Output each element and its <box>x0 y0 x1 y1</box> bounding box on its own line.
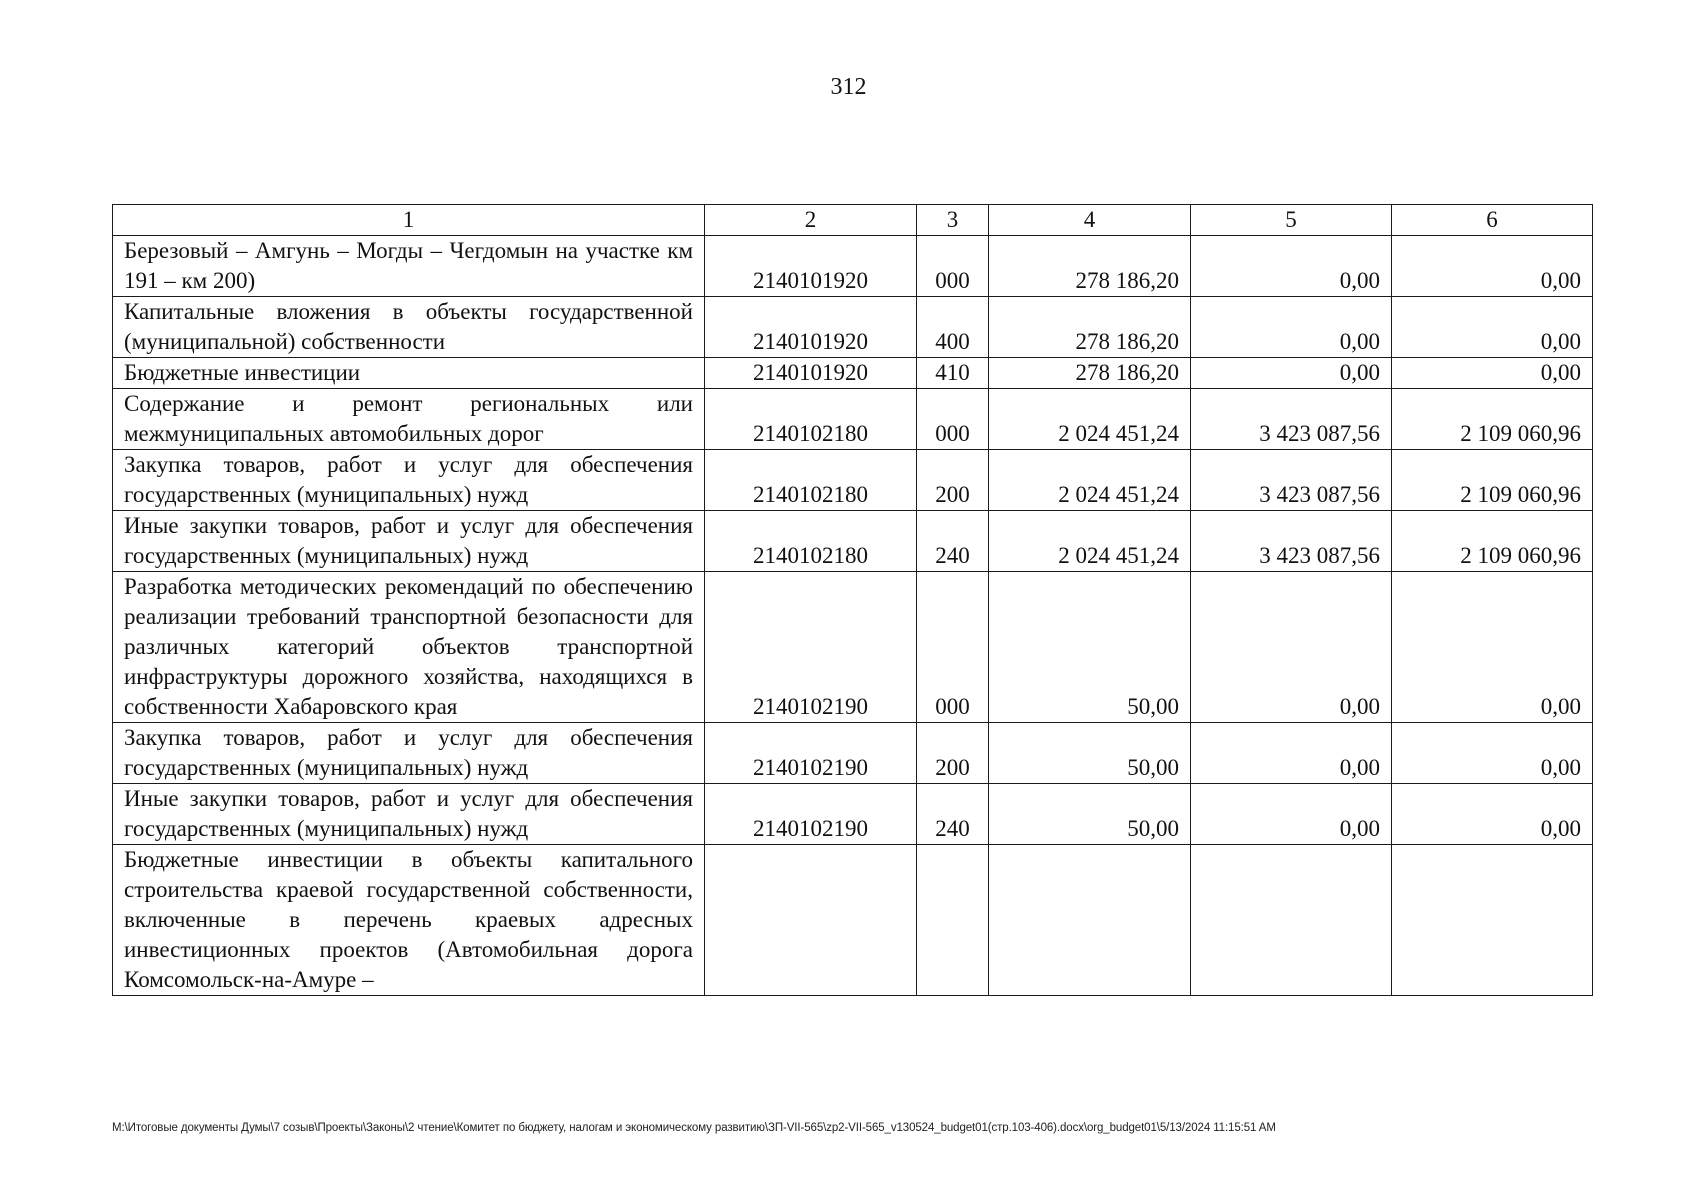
target-article-cell: 2140101920 <box>705 297 917 358</box>
expense-type-cell: 000 <box>917 389 989 450</box>
amount-col6-cell <box>1392 845 1593 996</box>
target-article-cell <box>705 845 917 996</box>
column-header-5: 5 <box>1191 205 1392 236</box>
amount-col4-cell: 278 186,20 <box>989 236 1191 297</box>
target-article-cell: 2140102180 <box>705 389 917 450</box>
amount-col5-cell: 0,00 <box>1191 358 1392 389</box>
table-body <box>113 236 1593 996</box>
amount-col4-cell: 2 024 451,24 <box>989 511 1191 572</box>
column-header-3: 3 <box>917 205 989 236</box>
amount-col6-cell: 0,00 <box>1392 236 1593 297</box>
row-name-cell: Закупка товаров, работ и услуг для обеспечения государственных (муниципальных) нужд <box>113 723 705 784</box>
row-name-cell: Бюджетные инвестиции в объекты капитального строительства краевой государственной собственности, включенные в перечень краевых адресных инвестиционных проектов (Автомобильная дорога Комсомольск-на-Амуре – <box>113 845 705 996</box>
amount-col4-cell: 2 024 451,24 <box>989 450 1191 511</box>
amount-col4-cell <box>989 845 1191 996</box>
amount-col6-cell: 2 109 060,96 <box>1392 450 1593 511</box>
expense-type-cell: 000 <box>917 572 989 723</box>
target-article-cell: 2140102190 <box>705 723 917 784</box>
amount-col5-cell: 3 423 087,56 <box>1191 389 1392 450</box>
expense-type-cell: 200 <box>917 723 989 784</box>
amount-col4-cell: 50,00 <box>989 572 1191 723</box>
target-article-cell: 2140102180 <box>705 450 917 511</box>
table-row <box>113 511 1593 572</box>
row-name-cell: Иные закупки товаров, работ и услуг для обеспечения государственных (муниципальных) нужд <box>113 511 705 572</box>
table-row <box>113 723 1593 784</box>
table-row <box>113 358 1593 389</box>
amount-col6-cell: 0,00 <box>1392 784 1593 845</box>
table-row <box>113 389 1593 450</box>
amount-col4-cell: 2 024 451,24 <box>989 389 1191 450</box>
amount-col4-cell: 278 186,20 <box>989 297 1191 358</box>
document-file-path: M:\Итоговые документы Думы\7 созыв\Проекты\Законы\2 чтение\Комитет по бюджету, налогам и экономическому развитию\ЗП-VII-565\zp2-VII-565_v130524_budget01(стр.103-406).docx\org_budget01\5/13/2024 11:15:51 AM <box>112 1122 1276 1134</box>
table-row <box>113 784 1593 845</box>
target-article-cell: 2140102190 <box>705 572 917 723</box>
target-article-cell: 2140101920 <box>705 358 917 389</box>
expense-type-cell: 240 <box>917 511 989 572</box>
expense-type-cell: 000 <box>917 236 989 297</box>
table-header <box>113 205 1593 236</box>
amount-col6-cell: 0,00 <box>1392 723 1593 784</box>
table-row <box>113 236 1593 297</box>
expense-type-cell: 410 <box>917 358 989 389</box>
column-header-6: 6 <box>1392 205 1593 236</box>
table-row <box>113 845 1593 996</box>
row-name-cell: Березовый – Амгунь – Могды – Чегдомын на участке км 191 – км 200) <box>113 236 705 297</box>
amount-col5-cell: 3 423 087,56 <box>1191 511 1392 572</box>
amount-col5-cell: 0,00 <box>1191 784 1392 845</box>
amount-col4-cell: 278 186,20 <box>989 358 1191 389</box>
amount-col6-cell: 0,00 <box>1392 572 1593 723</box>
expense-type-cell: 200 <box>917 450 989 511</box>
table-row <box>113 572 1593 723</box>
amount-col5-cell: 0,00 <box>1191 723 1392 784</box>
table-row <box>113 450 1593 511</box>
target-article-cell: 2140102180 <box>705 511 917 572</box>
row-name-cell: Иные закупки товаров, работ и услуг для обеспечения государственных (муниципальных) нужд <box>113 784 705 845</box>
expense-type-cell <box>917 845 989 996</box>
amount-col6-cell: 0,00 <box>1392 297 1593 358</box>
amount-col5-cell: 3 423 087,56 <box>1191 450 1392 511</box>
row-name-cell: Содержание и ремонт региональных или межмуниципальных автомобильных дорог <box>113 389 705 450</box>
expense-type-cell: 240 <box>917 784 989 845</box>
target-article-cell: 2140101920 <box>705 236 917 297</box>
amount-col4-cell: 50,00 <box>989 784 1191 845</box>
column-header-2: 2 <box>705 205 917 236</box>
column-header-1: 1 <box>113 205 705 236</box>
amount-col5-cell: 0,00 <box>1191 236 1392 297</box>
row-name-cell: Капитальные вложения в объекты государственной (муниципальной) собственности <box>113 297 705 358</box>
table-row <box>113 297 1593 358</box>
row-name-cell: Бюджетные инвестиции <box>113 358 705 389</box>
amount-col5-cell: 0,00 <box>1191 297 1392 358</box>
budget-table <box>112 204 1593 996</box>
expense-type-cell: 400 <box>917 297 989 358</box>
page-number: 312 <box>830 74 867 100</box>
amount-col4-cell: 50,00 <box>989 723 1191 784</box>
row-name-cell: Закупка товаров, работ и услуг для обеспечения государственных (муниципальных) нужд <box>113 450 705 511</box>
amount-col5-cell <box>1191 845 1392 996</box>
amount-col6-cell: 0,00 <box>1392 358 1593 389</box>
amount-col6-cell: 2 109 060,96 <box>1392 511 1593 572</box>
row-name-cell: Разработка методических рекомендаций по обеспечению реализации требований транспортной безопасности для различных категорий объектов транспортной инфраструктуры дорожного хозяйства, находящихся в собственности Хабаровского края <box>113 572 705 723</box>
amount-col6-cell: 2 109 060,96 <box>1392 389 1593 450</box>
header-row <box>113 205 1593 236</box>
column-header-4: 4 <box>989 205 1191 236</box>
target-article-cell: 2140102190 <box>705 784 917 845</box>
amount-col5-cell: 0,00 <box>1191 572 1392 723</box>
